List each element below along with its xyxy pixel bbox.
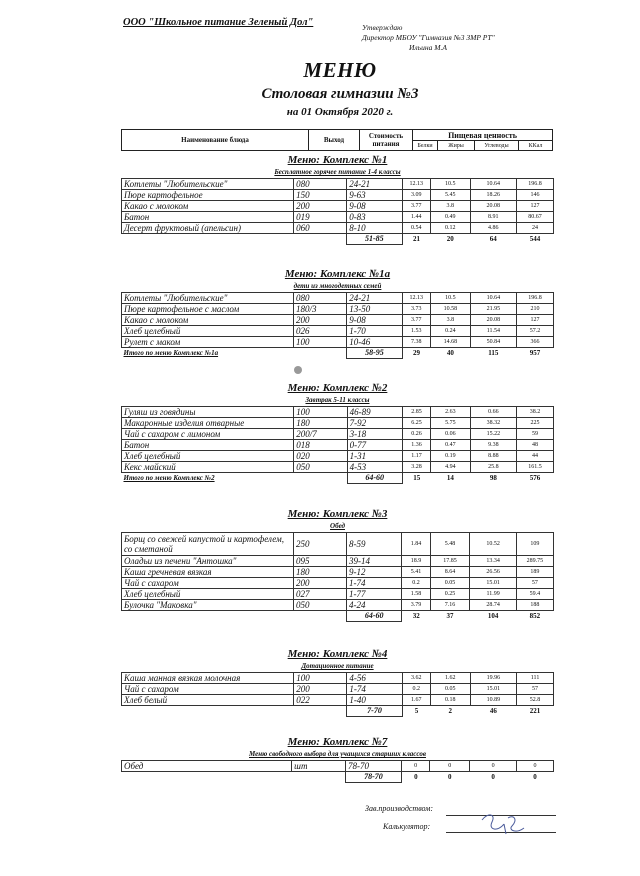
total-row (122, 706, 554, 717)
dish-yield: 019 (294, 212, 347, 223)
dish-price: 4-53 (347, 462, 402, 473)
dish-carbs: 21.95 (470, 304, 516, 315)
section-title: Меню: Комплекс №2 (287, 382, 388, 394)
dish-protein: 1.67 (402, 695, 430, 706)
dish-carbs: 28.74 (470, 600, 516, 611)
table-row (122, 533, 554, 556)
menu-date: на 01 Октября 2020 г. (286, 106, 394, 118)
total-carbs: 46 (489, 707, 497, 716)
dish-fat: 5.75 (431, 418, 471, 429)
dish-carbs: 15.22 (470, 429, 516, 440)
dish-fat: 17.85 (430, 556, 470, 567)
menu-table (121, 292, 554, 359)
total-fat: 20 (446, 235, 454, 244)
dish-yield: 200 (294, 684, 347, 695)
dish-protein: 1.84 (402, 533, 430, 556)
dish-protein: 1.58 (402, 589, 430, 600)
total-carbs: 104 (487, 612, 499, 621)
menu-section (121, 648, 554, 717)
dish-kcal: 146 (516, 190, 553, 201)
dish-name: Макаронные изделия отварные (122, 418, 294, 429)
dish-protein: 0.54 (402, 223, 430, 234)
dish-yield: 200 (294, 201, 347, 212)
dish-fat: 14.68 (430, 337, 470, 348)
dish-carbs: 10.64 (470, 293, 516, 304)
dish-protein: 1.36 (402, 440, 430, 451)
dish-protein: 6.25 (402, 418, 430, 429)
dish-price: 4-56 (347, 673, 402, 684)
dish-name: Десерт фруктовый (апельсин) (122, 223, 294, 234)
dish-fat: 5.45 (430, 190, 470, 201)
col-fat: Жиры (438, 141, 475, 151)
section-subtitle: Бесплатное горячее питание 1-4 классы (274, 168, 401, 176)
dish-fat: 0.49 (430, 212, 470, 223)
dish-fat: 5.48 (430, 533, 470, 556)
dish-protein: 3.77 (402, 315, 430, 326)
dish-protein: 5.41 (402, 567, 430, 578)
dish-name: Гуляш из говядины (122, 407, 294, 418)
table-row (122, 407, 554, 418)
table-row (122, 761, 554, 772)
table-row (122, 293, 554, 304)
dish-yield: 100 (294, 407, 347, 418)
dish-yield: 100 (293, 337, 346, 348)
menu-table (121, 672, 554, 717)
dish-protein: 1.44 (402, 212, 430, 223)
total-label (122, 772, 346, 783)
dish-carbs: 19.96 (470, 673, 517, 684)
section-subtitle: Завтрак 5-11 классы (305, 396, 370, 404)
table-row (122, 429, 554, 440)
dish-price: 9-63 (347, 190, 402, 201)
dish-fat: 4.94 (431, 462, 471, 473)
dish-carbs: 9.38 (470, 440, 516, 451)
dish-kcal: 196.8 (517, 293, 554, 304)
dish-fat: 0.19 (431, 451, 471, 462)
production-head-label: Зав.производством: (365, 804, 434, 813)
total-protein: 29 (413, 349, 420, 358)
dish-protein: 0.26 (402, 429, 430, 440)
dish-name: Обед (122, 761, 292, 772)
dish-name: Каша манная вязкая молочная (122, 673, 294, 684)
dish-kcal: 48 (517, 440, 554, 451)
dish-fat: 10.5 (430, 179, 470, 190)
total-label (122, 611, 347, 622)
total-kcal: 957 (529, 349, 541, 358)
menu-table (121, 532, 554, 622)
dish-price: 3-18 (347, 429, 402, 440)
section-subtitle: Меню свободного выбора для учащихся старших классов (249, 750, 426, 758)
dish-protein: 18.9 (402, 556, 430, 567)
total-protein: 5 (414, 707, 419, 716)
section-title: Меню: Комплекс №1а (284, 268, 391, 280)
dish-price: 13-50 (347, 304, 402, 315)
section-title: Меню: Комплекс №4 (287, 648, 388, 660)
dish-protein: 7.38 (402, 337, 430, 348)
dish-fat: 8.64 (430, 567, 470, 578)
total-carbs: 64 (489, 235, 497, 244)
table-row (122, 326, 554, 337)
dish-protein: 3.28 (402, 462, 430, 473)
total-kcal: 852 (529, 612, 541, 621)
col-carbs: Углеводы (475, 141, 519, 151)
dish-kcal: 52.8 (517, 695, 554, 706)
dish-protein: 12.13 (402, 293, 430, 304)
menu-section (121, 508, 554, 622)
dish-protein: 3.62 (402, 673, 430, 684)
dish-carbs: 0 (470, 761, 517, 772)
dish-fat: 7.16 (430, 600, 470, 611)
dish-kcal: 44 (517, 451, 554, 462)
dish-yield: 020 (294, 451, 347, 462)
total-protein: 21 (412, 235, 420, 244)
dish-name: Чай с сахаром (122, 684, 294, 695)
col-kcal: ККал (519, 141, 553, 151)
dish-fat: 10.58 (430, 304, 470, 315)
dish-protein: 3.77 (402, 201, 430, 212)
total-label (122, 234, 347, 245)
table-row (122, 179, 554, 190)
dish-kcal: 57 (517, 684, 554, 695)
table-row (122, 440, 554, 451)
table-row (122, 304, 554, 315)
dish-price: 1-40 (347, 695, 402, 706)
dish-carbs: 10.64 (470, 179, 516, 190)
menu-table (121, 406, 554, 484)
menu-table (121, 178, 554, 245)
dish-price: 1-77 (346, 589, 401, 600)
dish-carbs: 10.89 (470, 695, 517, 706)
dish-name: Котлеты "Любительские" (122, 293, 294, 304)
total-protein: 32 (412, 612, 420, 621)
dish-price: 0-77 (347, 440, 402, 451)
total-carbs: 115 (488, 349, 499, 358)
dish-protein: 0 (401, 761, 429, 772)
table-row (122, 567, 554, 578)
total-fat: 14 (446, 474, 454, 483)
menu-section (121, 268, 554, 359)
section-title: Меню: Комплекс №3 (287, 508, 388, 520)
dish-yield: 050 (293, 600, 346, 611)
total-carbs: 0 (491, 773, 495, 782)
dish-yield: 080 (294, 179, 347, 190)
dish-protein: 3.79 (402, 600, 430, 611)
total-row (122, 611, 554, 622)
dish-price: 1-74 (347, 684, 402, 695)
dish-yield: 022 (294, 695, 347, 706)
dish-fat: 0.05 (430, 684, 470, 695)
dish-fat: 0.12 (430, 223, 470, 234)
dish-name: Хлеб целебный (122, 589, 294, 600)
dish-yield: 080 (293, 293, 346, 304)
total-protein: 0 (414, 773, 418, 782)
dish-carbs: 15.01 (470, 578, 516, 589)
dish-name: Хлеб целебный (122, 451, 294, 462)
dish-name: Булочка "Маковка" (122, 600, 294, 611)
table-row (122, 451, 554, 462)
dish-kcal: 196.8 (516, 179, 553, 190)
dish-kcal: 57.2 (517, 326, 554, 337)
table-row (122, 695, 554, 706)
table-row (122, 337, 554, 348)
dish-name: Рулет с маком (122, 337, 294, 348)
dish-price: 24-21 (347, 293, 402, 304)
total-price: 78-70 (345, 772, 401, 783)
dish-yield: 200/7 (294, 429, 347, 440)
dish-kcal: 366 (517, 337, 554, 348)
total-fat: 40 (446, 349, 454, 358)
dish-price: 8-10 (347, 223, 402, 234)
dish-protein: 1.53 (402, 326, 430, 337)
dish-fat: 10.5 (430, 293, 470, 304)
dish-carbs: 13.34 (470, 556, 516, 567)
dish-carbs: 50.84 (470, 337, 516, 348)
table-row (122, 223, 554, 234)
dish-name: Хлеб целебный (122, 326, 294, 337)
dish-fat: 1.62 (430, 673, 470, 684)
dish-fat: 3.8 (430, 201, 470, 212)
dish-yield: 026 (293, 326, 346, 337)
dish-kcal: 38.2 (517, 407, 554, 418)
menu-section (121, 154, 554, 245)
table-row (122, 589, 554, 600)
dish-carbs: 11.54 (470, 326, 516, 337)
dish-yield: 180/3 (293, 304, 346, 315)
table-row (122, 201, 554, 212)
dish-price: 1-31 (347, 451, 402, 462)
col-nutrition: Пищевая ценность (413, 130, 553, 141)
dish-name: Кекс майский (122, 462, 294, 473)
total-price: 51-85 (347, 234, 402, 245)
dish-yield: 180 (293, 567, 346, 578)
dish-carbs: 8.91 (470, 212, 516, 223)
table-row (122, 556, 554, 567)
dish-name: Чай с сахаром с лимоном (122, 429, 294, 440)
dish-name: Пюре картофельное с маслом (122, 304, 294, 315)
dish-price: 1-74 (346, 578, 401, 589)
dish-yield: шт (292, 761, 346, 772)
dish-fat: 0.18 (430, 695, 470, 706)
dish-price: 9-08 (347, 315, 402, 326)
col-protein: Белки (413, 141, 438, 151)
dish-kcal: 188 (516, 600, 553, 611)
total-carbs: 98 (489, 474, 497, 483)
dish-carbs: 20.08 (470, 315, 516, 326)
dish-yield: 100 (294, 673, 347, 684)
calculator-label: Калькулятор: (383, 822, 431, 831)
table-row (122, 684, 554, 695)
total-label (122, 706, 347, 717)
dish-price: 46-89 (347, 407, 402, 418)
dish-fat: 0.47 (431, 440, 471, 451)
dish-price: 8-59 (346, 533, 401, 556)
dish-name: Батон (122, 440, 294, 451)
dish-kcal: 127 (517, 315, 554, 326)
dish-carbs: 8.88 (470, 451, 516, 462)
dish-fat: 0 (430, 761, 470, 772)
dish-name: Хлеб белый (122, 695, 294, 706)
dish-name: Котлеты "Любительские" (122, 179, 294, 190)
table-row (122, 462, 554, 473)
dish-yield: 027 (293, 589, 346, 600)
dish-protein: 3.73 (402, 304, 430, 315)
dish-carbs: 10.52 (470, 533, 516, 556)
dish-carbs: 4.86 (470, 223, 516, 234)
dish-name: Чай с сахаром (122, 578, 294, 589)
dish-fat: 0.06 (431, 429, 471, 440)
total-label: Итого по меню Комплекс №1а (123, 349, 219, 358)
table-row (122, 673, 554, 684)
dish-name: Батон (122, 212, 294, 223)
table-row (122, 190, 554, 201)
dish-kcal: 0 (516, 761, 553, 772)
total-protein: 15 (413, 474, 421, 483)
total-kcal: 544 (529, 235, 541, 244)
page-subtitle: Столовая гимназии №3 (261, 86, 419, 102)
company-name: ООО "Школьное питание Зеленый Дол" (123, 17, 314, 28)
dish-price: 10-46 (347, 337, 402, 348)
dish-kcal: 111 (517, 673, 554, 684)
signature-icon (478, 810, 528, 838)
dish-kcal: 59 (517, 429, 554, 440)
dish-kcal: 80.67 (516, 212, 553, 223)
ink-mark (294, 366, 302, 374)
dish-price: 4-24 (346, 600, 401, 611)
dish-protein: 0.2 (402, 578, 430, 589)
section-subtitle: Обед (330, 522, 345, 530)
section-subtitle: дети из многодетных семей (293, 282, 382, 290)
dish-fat: 3.8 (430, 315, 470, 326)
dish-yield: 050 (294, 462, 347, 473)
column-header (121, 129, 553, 151)
dish-yield: 200 (293, 578, 346, 589)
dish-kcal: 109 (516, 533, 553, 556)
dish-name: Оладьи из печени "Антошка" (122, 556, 294, 567)
total-row (122, 234, 554, 245)
dish-yield: 200 (293, 315, 346, 326)
dish-name: Какао с молоком (122, 315, 294, 326)
total-fat: 0 (448, 773, 452, 782)
total-row (122, 348, 554, 359)
dish-protein: 0.2 (402, 684, 430, 695)
section-subtitle: Дотационное питание (301, 662, 374, 670)
table-row (122, 418, 554, 429)
dish-carbs: 38.32 (470, 418, 516, 429)
col-name: Наименование блюда (122, 130, 309, 151)
total-kcal: 0 (533, 773, 537, 782)
dish-price: 24-21 (347, 179, 402, 190)
dish-yield: 180 (294, 418, 347, 429)
dish-fat: 0.05 (430, 578, 470, 589)
dish-price: 39-14 (346, 556, 401, 567)
dish-name: Пюре картофельное (122, 190, 294, 201)
section-title: Меню: Комплекс №7 (287, 736, 388, 748)
dish-carbs: 11.99 (470, 589, 516, 600)
approval-line: Утверждаю (362, 23, 403, 32)
approval-line: Директор МБОУ "Гимназия №3 ЗМР РТ" (362, 33, 495, 42)
dish-yield: 150 (294, 190, 347, 201)
total-price: 64-60 (347, 473, 402, 484)
dish-protein: 12.13 (402, 179, 430, 190)
table-row (122, 315, 554, 326)
total-price: 7-70 (347, 706, 402, 717)
table-row (122, 600, 554, 611)
dish-name: Какао с молоком (122, 201, 294, 212)
total-kcal: 576 (529, 474, 541, 483)
col-price: Стоимость питания (360, 130, 413, 151)
menu-section (121, 736, 554, 783)
dish-protein: 1.17 (402, 451, 430, 462)
page-title: МЕНЮ (303, 58, 377, 82)
col-yield: Выход (309, 130, 360, 151)
dish-kcal: 24 (516, 223, 553, 234)
dish-yield: 250 (293, 533, 346, 556)
dish-kcal: 161.5 (517, 462, 554, 473)
menu-table (121, 760, 554, 783)
dish-yield: 095 (293, 556, 346, 567)
dish-yield: 060 (294, 223, 347, 234)
section-title: Меню: Комплекс №1 (287, 154, 388, 166)
dish-kcal: 225 (517, 418, 554, 429)
dish-price: 9-08 (347, 201, 402, 212)
dish-kcal: 57 (516, 578, 553, 589)
dish-fat: 2.63 (431, 407, 471, 418)
dish-price: 7-92 (347, 418, 402, 429)
dish-fat: 0.24 (430, 326, 470, 337)
dish-kcal: 289.75 (516, 556, 553, 567)
total-row (122, 473, 554, 484)
table-row (122, 578, 554, 589)
dish-kcal: 127 (516, 201, 553, 212)
total-price: 58-95 (347, 348, 402, 359)
approval-line: Ильина М.А (409, 43, 447, 52)
dish-kcal: 210 (517, 304, 554, 315)
total-row (122, 772, 554, 783)
total-price: 64-60 (346, 611, 401, 622)
dish-carbs: 26.56 (470, 567, 516, 578)
total-label: Итого по меню Комплекс №2 (123, 474, 215, 483)
dish-carbs: 15.01 (470, 684, 517, 695)
dish-price: 9-12 (346, 567, 401, 578)
dish-protein: 2.85 (402, 407, 430, 418)
menu-section (121, 382, 554, 484)
dish-carbs: 0.66 (470, 407, 516, 418)
dish-fat: 0.25 (430, 589, 470, 600)
dish-kcal: 59.4 (516, 589, 553, 600)
dish-price: 1-70 (347, 326, 402, 337)
dish-price: 78-70 (345, 761, 401, 772)
table-row (122, 212, 554, 223)
approval-block (362, 23, 495, 53)
dish-carbs: 25.8 (470, 462, 516, 473)
dish-yield: 018 (294, 440, 347, 451)
dish-price: 0-83 (347, 212, 402, 223)
dish-kcal: 189 (516, 567, 553, 578)
dish-name: Борщ со свежей капустой и картофелем, со сметаной (122, 533, 294, 556)
total-fat: 37 (446, 612, 454, 621)
total-fat: 2 (448, 707, 452, 716)
total-kcal: 221 (529, 707, 541, 716)
dish-carbs: 20.08 (470, 201, 516, 212)
dish-name: Каша гречневая вязкая (122, 567, 294, 578)
dish-protein: 3.09 (402, 190, 430, 201)
dish-carbs: 18.26 (470, 190, 516, 201)
